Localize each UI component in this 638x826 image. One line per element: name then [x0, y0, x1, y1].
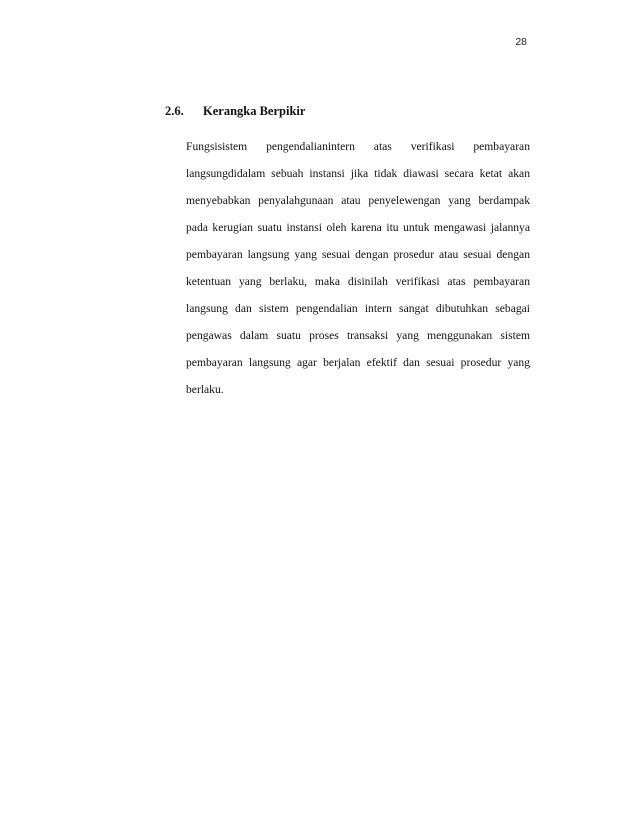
paragraph-line: ketentuan yang berlaku, maka disinilah verifikasi atas pembayaran [186, 275, 530, 288]
paragraph-line: pembayaran langsung agar berjalan efektif dan sesuai prosedur yang [186, 356, 530, 369]
body-paragraph [186, 133, 530, 403]
paragraph-line: Fungsisistem pengendalianintern atas verifikasi pembayaran [186, 140, 530, 153]
section-heading [165, 104, 305, 119]
page-number: 28 [515, 36, 527, 48]
paragraph-line: langsung dan sistem pengendalian intern sangat dibutuhkan sebagai [186, 302, 530, 315]
paragraph-line: pada kerugian suatu instansi oleh karena itu untuk mengawasi jalannya [186, 221, 530, 234]
paragraph-line: pengawas dalam suatu proses transaksi yang menggunakan sistem [186, 329, 530, 342]
paragraph-line: langsungdidalam sebuah instansi jika tidak diawasi secara ketat akan [186, 167, 530, 180]
paragraph-line: pembayaran langsung yang sesuai dengan prosedur atau sesuai dengan [186, 248, 530, 261]
paragraph-line: berlaku. [186, 383, 224, 396]
section-title: Kerangka Berpikir [203, 104, 306, 118]
paragraph-line: menyebabkan penyalahgunaan atau penyelewengan yang berdampak [186, 194, 530, 207]
section-number: 2.6. [165, 104, 184, 118]
